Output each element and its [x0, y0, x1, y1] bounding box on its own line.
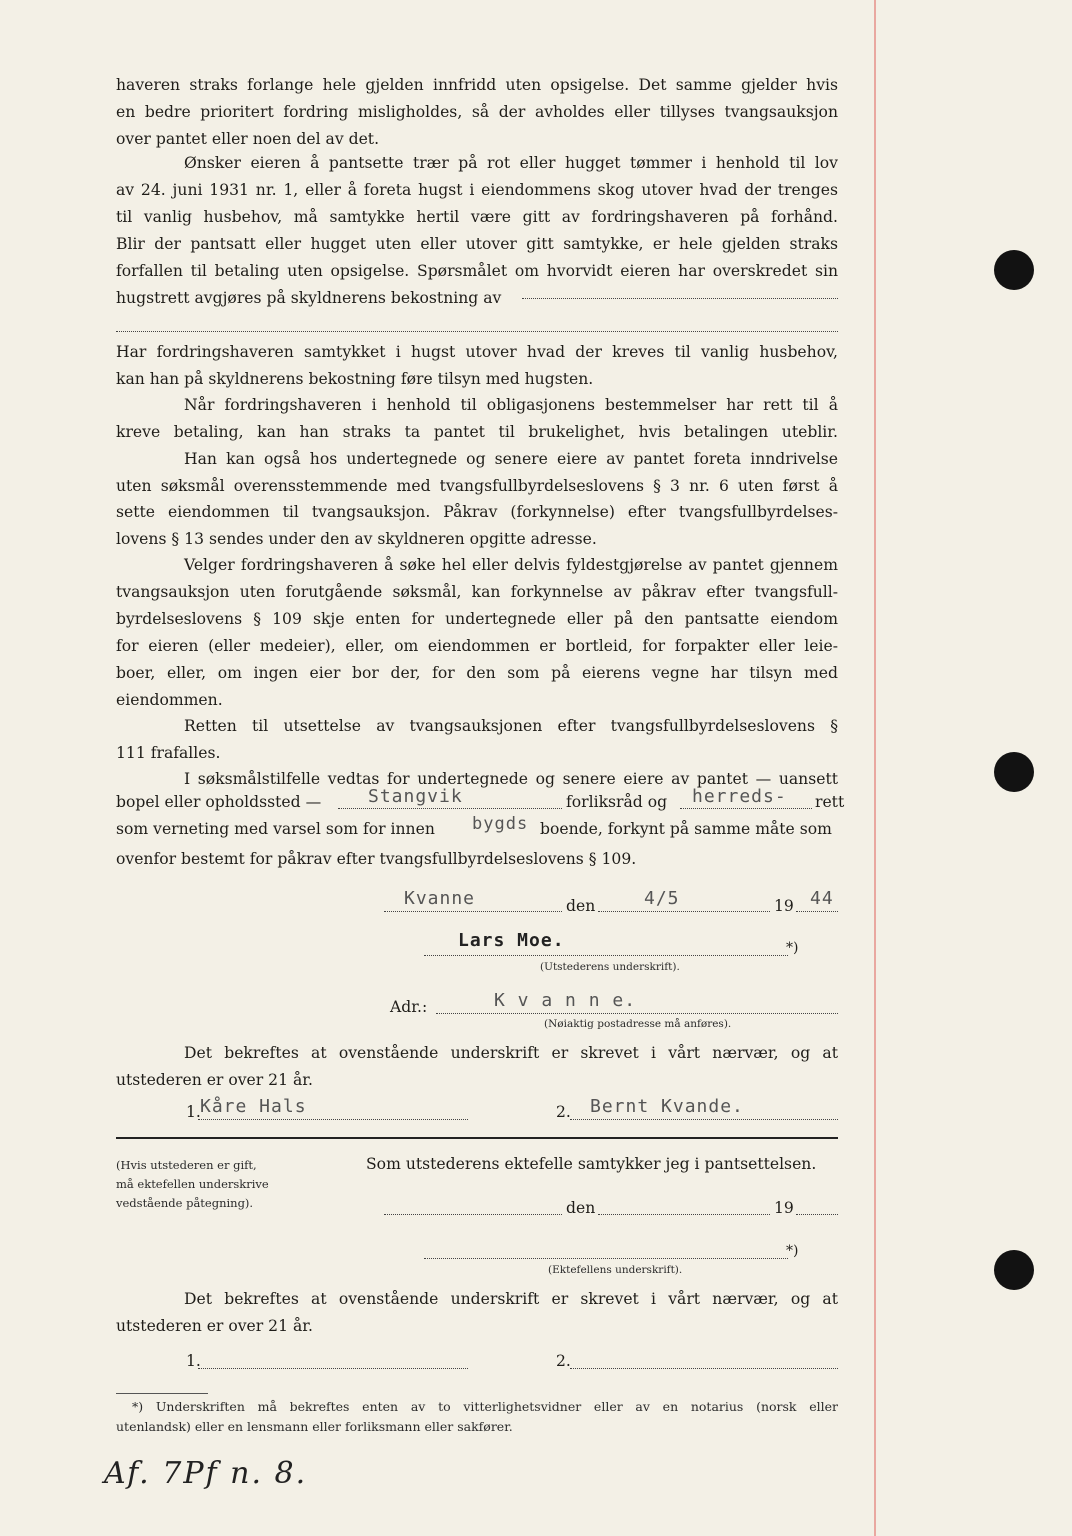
margin-rule [874, 0, 876, 1536]
fill-line [384, 1214, 562, 1215]
text-line: Når fordringshaveren i henhold til obligasjonens bestemmelser har rett til å [184, 396, 838, 414]
text-line: kan han på skyldnerens bekostning føre tilsyn med hugsten. [116, 370, 594, 388]
text-line: kreve betaling, kan han straks ta pantet til brukelighet, hvis betalingen uteblir. [116, 423, 838, 441]
text-line: 111 frafalles. [116, 744, 221, 762]
witness-1-value: Kåre Hals [200, 1096, 307, 1117]
text-line: over pantet eller noen del av det. [116, 130, 380, 148]
spouse-caption: (Ektefellens underskrift). [548, 1264, 683, 1276]
year-prefix: 19 [774, 897, 794, 915]
text-line: en bedre prioritert fordring misligholdes, så der avholdes eller tillyses tvangsauksjon [116, 103, 838, 121]
text-line: Han kan også hos undertegnede og senere eiere av pantet foreta inndrivelse [184, 450, 838, 468]
handwritten-note: Af. 7Pf n. 8. [104, 1456, 308, 1491]
text-line: utstederen er over 21 år. [116, 1317, 313, 1335]
fill-line [522, 298, 838, 299]
bopel-label: bopel eller opholdssted — [116, 793, 322, 811]
witness-1-number: 1. [186, 1103, 201, 1121]
side-note-line: (Hvis utstederen er gift, [116, 1158, 257, 1172]
text-line: uten søksmål overensstemmende med tvangsfullbyrdelseslovens § 3 nr. 6 uten først å [116, 477, 838, 495]
text-line: for eieren (eller medeier), eller, om eiendommen er bortleid, for forpakter eller leie- [116, 637, 838, 655]
date-value: 4/5 [644, 888, 680, 909]
court-type-value: herreds- [692, 786, 787, 807]
spouse-side-note [116, 1156, 269, 1213]
den-label: den [566, 897, 596, 915]
year-suffix-value: 44 [810, 888, 834, 909]
text-line: Ønsker eieren å pantsette trær på rot eller hugget tømmer i henhold til lov [184, 154, 838, 172]
text-line: til vanlig husbehov, må samtykke hertil være gitt av fordringshaveren på forhånd. [116, 208, 838, 226]
text-line: Det bekreftes at ovenstående underskrift er skrevet i vårt nærvær, og at [184, 1290, 838, 1308]
witness-2-number: 2. [556, 1103, 571, 1121]
verneting-label: som verneting med varsel som for innen [116, 820, 435, 838]
separator-rule [116, 1137, 838, 1139]
signature-caption: (Utstederens underskrift). [540, 961, 680, 973]
text-line: Har fordringshaveren samtykket i hugst utover hvad der kreves til vanlig husbehov, [116, 343, 838, 361]
spouse-witness-1-number: 1. [186, 1352, 201, 1370]
fill-line [116, 331, 838, 332]
text-line: tvangsauksjon uten forutgående søksmål, kan forkynnelse av påkrav efter tvangsfull- [116, 583, 838, 601]
footnote-line: *) Underskriften må bekreftes enten av to vitterlighetsvidner eller av en notarius (norsk eller [132, 1399, 838, 1414]
place-value: Stangvik [368, 786, 463, 807]
text-line: lovens § 13 sendes under den av skyldneren opgitte adresse. [116, 530, 597, 548]
text-line: ovenfor bestemt for påkrav efter tvangsfullbyrdelseslovens § 109. [116, 850, 637, 868]
side-note-line: må ektefellen underskrive [116, 1177, 269, 1191]
fill-line [424, 1258, 788, 1259]
text-line: Retten til utsettelse av tvangsauksjonen efter tvangsfullbyrdelseslovens § [184, 717, 838, 735]
witness-2-value: Bernt Kvande. [590, 1096, 744, 1117]
fill-line [436, 1013, 838, 1014]
spouse-year-prefix: 19 [774, 1199, 794, 1217]
punch-hole [994, 1250, 1034, 1290]
fill-line [570, 1119, 838, 1120]
spouse-asterisk: *) [786, 1243, 799, 1259]
text-line: eiendommen. [116, 691, 223, 709]
address-caption: (Nøiaktig postadresse må anføres). [544, 1018, 732, 1030]
footnote-line: utenlandsk) eller en lensmann eller forliksmann eller sakfører. [116, 1419, 513, 1434]
fill-line [598, 1214, 770, 1215]
text-line: Det bekreftes at ovenstående underskrift er skrevet i vårt nærvær, og at [184, 1044, 838, 1062]
fill-line [796, 911, 838, 912]
forliksrad-label: forliksråd og [566, 793, 668, 811]
footnote-rule [116, 1393, 208, 1394]
fill-line [680, 808, 812, 809]
date-place-value: Kvanne [404, 888, 476, 909]
text-line: sette eiendommen til tvangsauksjon. Påkrav (forkynnelse) efter tvangsfullbyrdelses- [116, 503, 838, 521]
text-line: I søksmålstilfelle vedtas for undertegnede og senere eiere av pantet — uansett [184, 770, 838, 788]
signature-value: Lars Moe. [458, 930, 565, 951]
rett-label: rett [815, 793, 845, 811]
fill-line [384, 911, 562, 912]
text-line: forfallen til betaling uten opsigelse. Spørsmålet om hvorvidt eieren har overskredet sin [116, 262, 838, 280]
bygd-value: bygds [472, 814, 529, 834]
address-value: K v a n n e. [494, 990, 637, 1011]
spouse-consent: Som utstederens ektefelle samtykker jeg i pantsettelsen. [366, 1155, 817, 1173]
fill-line [424, 955, 788, 956]
fill-line [570, 1368, 838, 1369]
spouse-den-label: den [566, 1199, 596, 1217]
text-line: hugstrett avgjøres på skyldnerens bekostning av [116, 289, 502, 307]
punch-hole [994, 250, 1034, 290]
text-line: haveren straks forlange hele gjelden innfridd uten opsigelse. Det samme gjelder hvis [116, 76, 838, 94]
fill-line [338, 808, 562, 809]
fill-line [598, 911, 770, 912]
text-line: byrdelseslovens § 109 skje enten for undertegnede eller på den pantsatte eiendom [116, 610, 838, 628]
fill-line [198, 1119, 468, 1120]
side-note-line: vedstående påtegning). [116, 1196, 254, 1210]
text-line: boer, eller, om ingen eier bor der, for den som på eierens vegne har tilsyn med [116, 664, 838, 682]
boende-label: boende, forkynt på samme måte som [540, 820, 832, 838]
text-line: utstederen er over 21 år. [116, 1071, 313, 1089]
fill-line [198, 1368, 468, 1369]
text-line: Blir der pantsatt eller hugget uten eller utover gitt samtykke, er hele gjelden straks [116, 235, 838, 253]
punch-hole [994, 752, 1034, 792]
fill-line [796, 1214, 838, 1215]
address-label: Adr.: [390, 998, 428, 1016]
spouse-witness-2-number: 2. [556, 1352, 571, 1370]
text-line: av 24. juni 1931 nr. 1, eller å foreta hugst i eiendommens skog utover hvad der trenges [116, 181, 838, 199]
asterisk: *) [786, 940, 799, 956]
text-line: Velger fordringshaveren å søke hel eller delvis fyldestgjørelse av pantet gjennem [184, 556, 838, 574]
